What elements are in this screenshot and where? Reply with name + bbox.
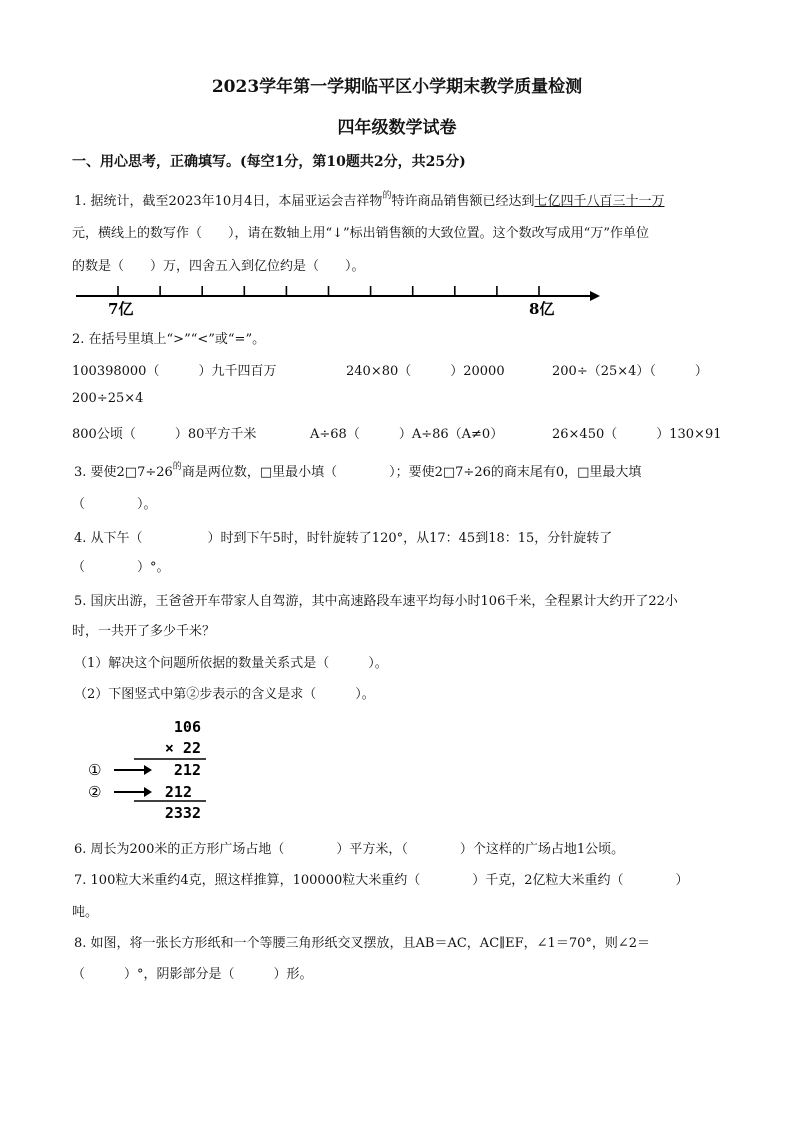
q5-part2: （2）下图竖式中第②步表示的含义是求（ ）。	[74, 687, 375, 702]
axis-label-left: 7亿	[108, 300, 134, 318]
q8-line1: 8. 如图，将一张长方形纸和一个等腰三角形纸交叉摆放，且AB＝AC，AC∥EF，∠1＝70°，则∠2＝	[74, 936, 651, 951]
number-line-ticks	[118, 286, 539, 296]
q6-line: 6. 周长为200米的正方形广场占地（ ）平方米，（ ）个这样的广场占地1公顷。	[74, 842, 625, 857]
q2-row2-a: 800公顷（ ）80平方千米	[72, 427, 257, 442]
q7-line1: 7. 100粒大米重约4克，照这样推算，100000粒大米重约（ ）千克，2亿粒大米重约（ ）	[74, 873, 689, 888]
q3-superscript-de: 的	[172, 462, 182, 472]
q1-line1-b: 特许商品销售额已经达到	[391, 194, 535, 209]
page-title: 2023学年第一学期临平区小学期末教学质量检测	[211, 77, 583, 97]
q3-line1-a: 3. 要使2□7÷26	[74, 465, 173, 480]
vertical-multiplication	[80, 712, 240, 824]
q3-line2: （ ）。	[72, 497, 157, 512]
q3-line1-b: 商是两位数，□里最小填（ ）；要使2□7÷26的商末尾有0，□里最大填	[181, 465, 642, 480]
q5-line1: 5. 国庆出游，王爸爸开车带家人自驾游，其中高速路段车速平均每小时106千米，全程累计大约开了22小	[74, 594, 678, 609]
q2-row1-d: 200÷25×4	[72, 391, 144, 406]
q1-underlined-number: 七亿四千八百三十一万	[534, 194, 665, 209]
q5-part1: （1）解决这个问题所依据的数量关系式是（ ）。	[74, 656, 388, 671]
q2-row1-b: 240×80（ ）20000	[346, 364, 505, 379]
q2-row2-b: A÷68（ ）A÷86（A≠0）	[310, 427, 504, 442]
q2-row1-c: 200÷（25×4）（ ）	[552, 364, 708, 379]
calc-step2: 212	[164, 783, 192, 801]
q8-line2: （ ）°，阴影部分是（ ）形。	[72, 967, 313, 982]
q2-row1-a: 100398000（ ）九千四百万	[72, 364, 277, 379]
q4-line1: 4. 从下午（ ）时到下午5时，时针旋转了120°，从17：45到18：15，分针旋转了	[74, 531, 613, 546]
q7-line2: 吨。	[72, 905, 99, 920]
axis-label-right: 8亿	[529, 300, 555, 318]
calc-step1: 212	[173, 761, 201, 779]
number-line	[70, 283, 610, 321]
number-line-arrowhead	[590, 291, 600, 301]
q3-line1	[74, 461, 641, 480]
q1-line2: 元，横线上的数写作（ ），请在数轴上用“↓”标出销售额的大致位置。这个数改写成用“万”作单位	[72, 226, 649, 241]
q2-intro: 2. 在括号里填上“>”“<”或“=”。	[72, 332, 266, 347]
calc-multiplicand: 106	[173, 718, 201, 736]
q1-line3: 的数是（ ）万，四舍五入到亿位约是（ ）。	[72, 259, 365, 274]
q1-line1-a: 1. 据统计，截至2023年10月4日，本届亚运会吉祥物	[74, 194, 383, 209]
calc-step1-arrowhead	[144, 765, 152, 775]
calc-step2-label: ②	[88, 783, 102, 801]
calc-multiplier: × 22	[164, 739, 201, 757]
q5-line2: 时，一共开了多少千米？	[72, 624, 216, 639]
q4-line2: （ ）°。	[72, 560, 170, 575]
page-subtitle: 四年级数学试卷	[337, 118, 457, 138]
q1-superscript-de: 的	[382, 191, 392, 201]
calc-step2-arrowhead	[144, 787, 152, 797]
section-heading: 一、用心思考，正确填写。(每空1分，第10题共2分，共25分)	[72, 154, 466, 170]
calc-step1-label: ①	[88, 761, 102, 779]
calc-result: 2332	[164, 804, 201, 822]
q2-row2-c: 26×450（ ）130×91	[552, 427, 722, 442]
q1-line1	[74, 190, 664, 209]
